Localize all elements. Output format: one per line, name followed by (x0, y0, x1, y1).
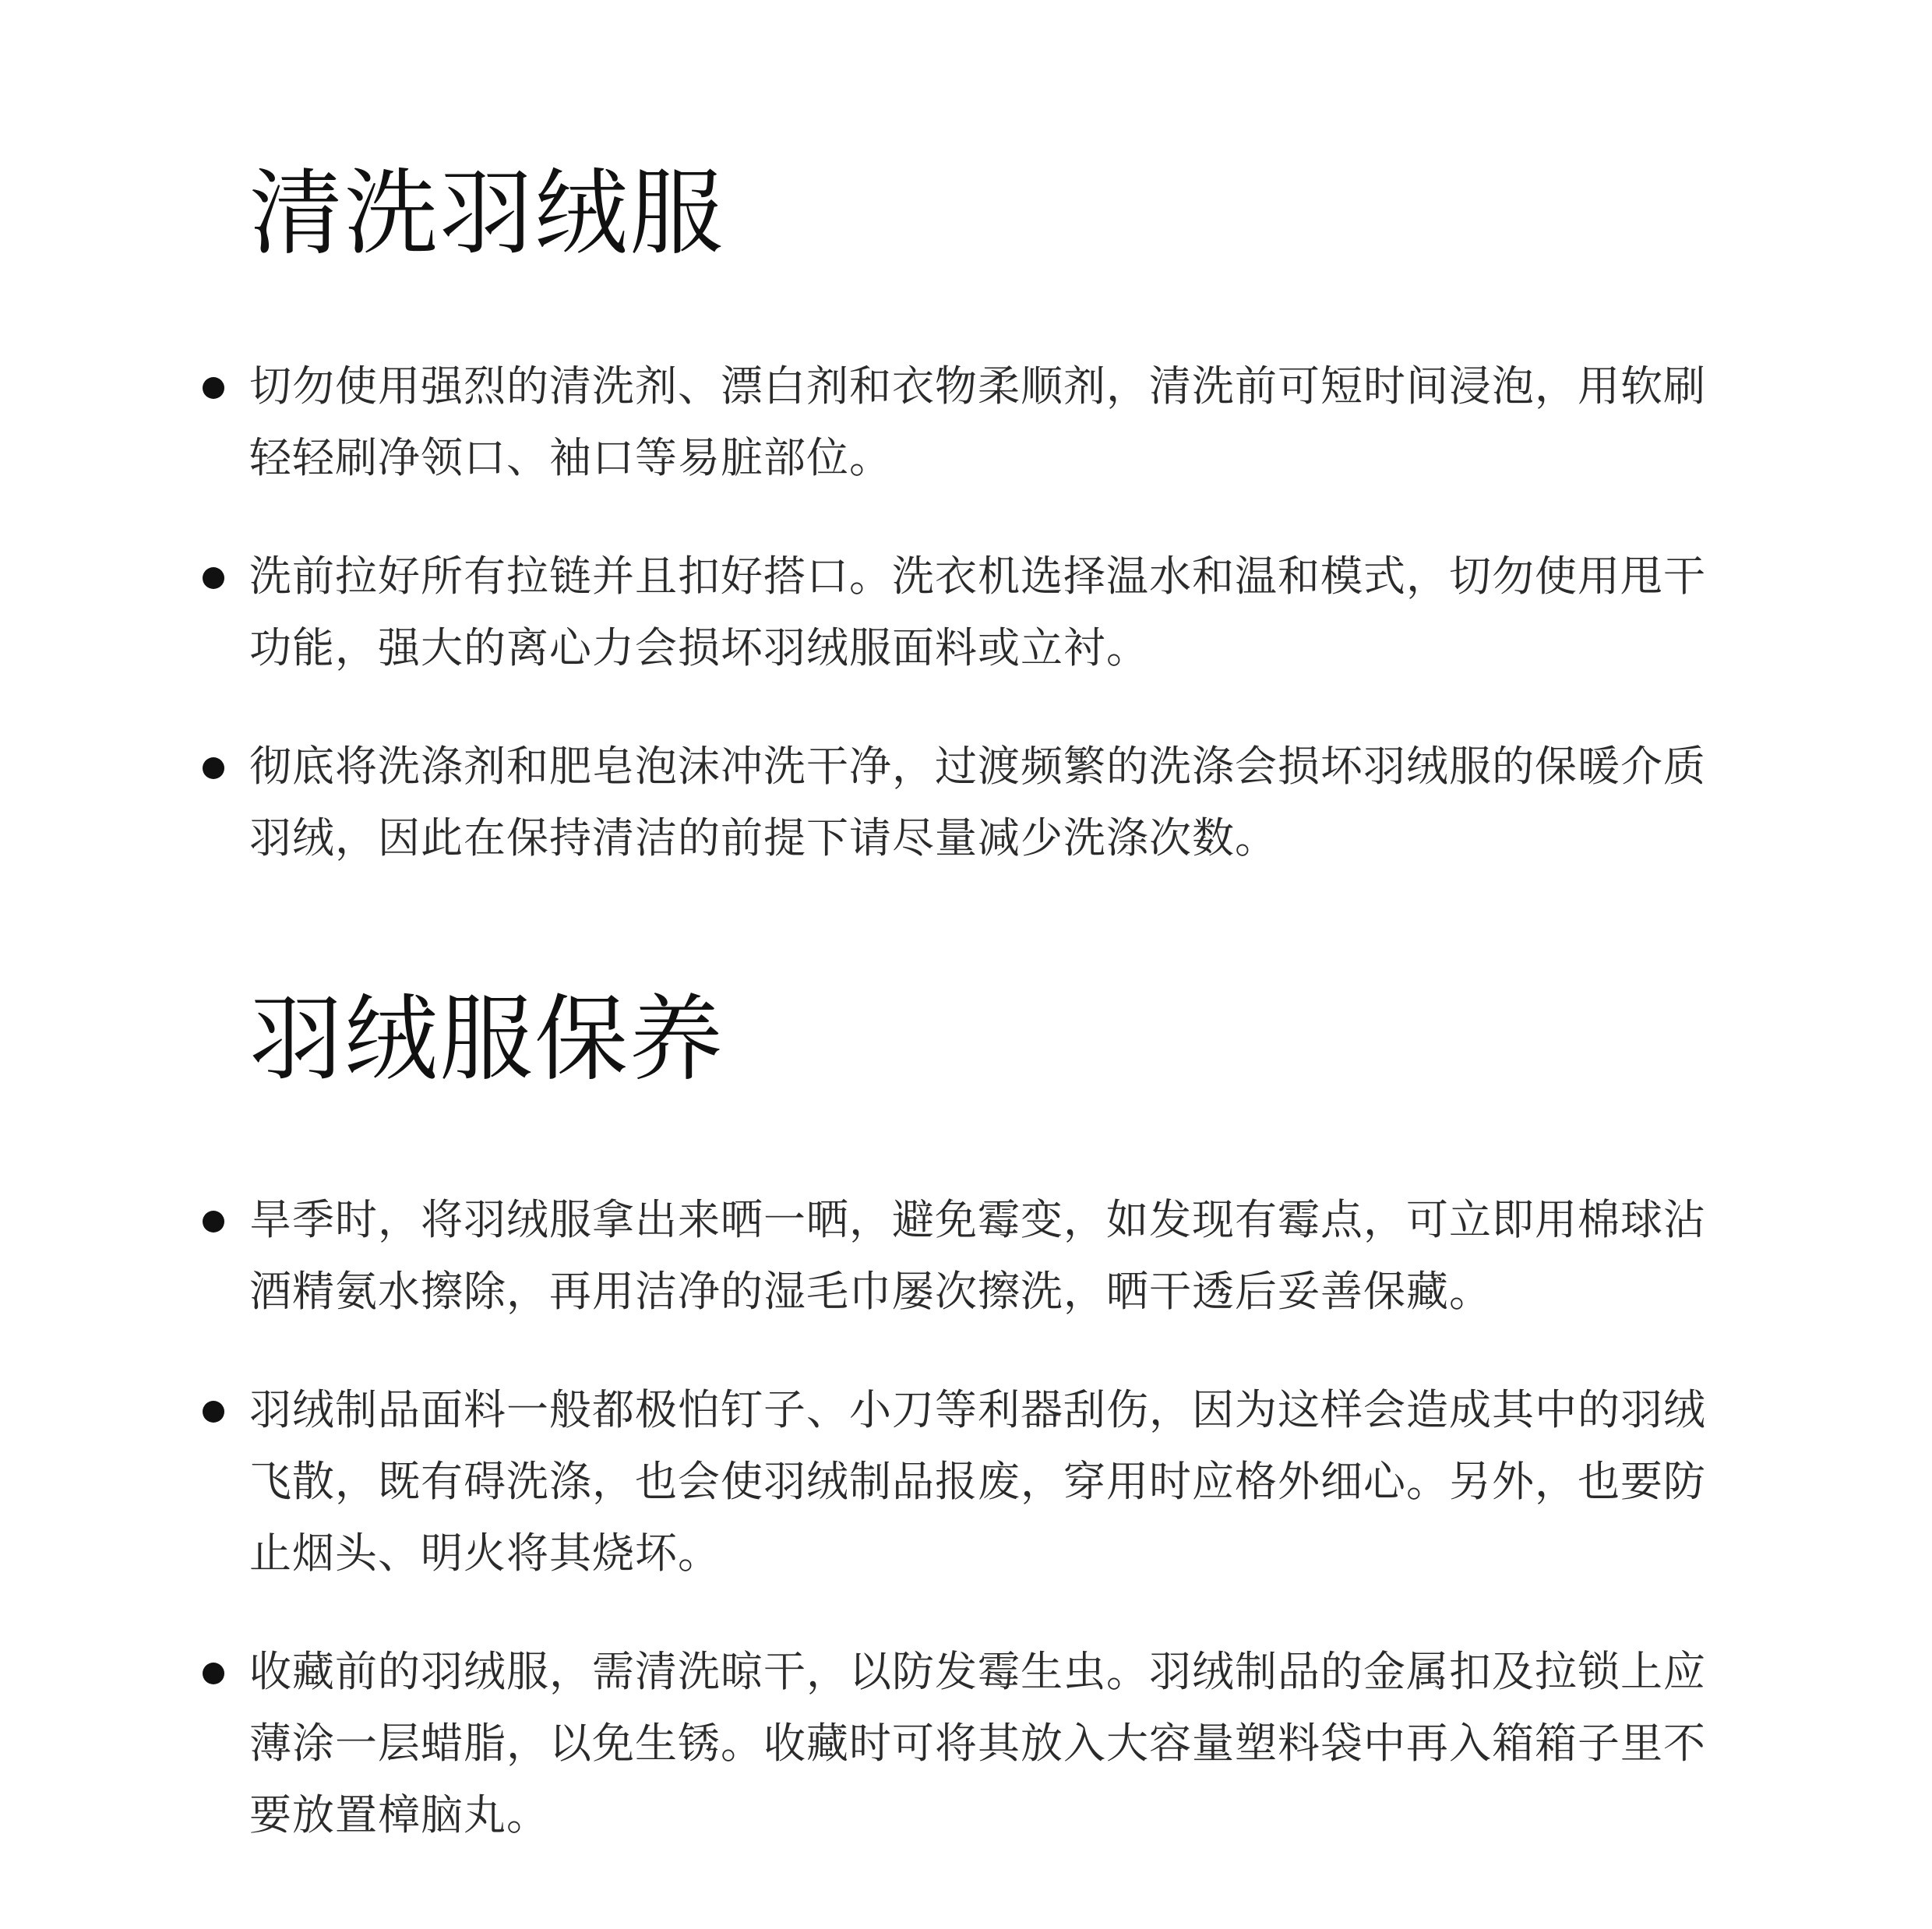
bullet-dot-icon (203, 567, 224, 589)
section-title: 羽绒服保养 (249, 986, 724, 1094)
section-title: 清洗羽绒服 (249, 160, 724, 268)
list-item (249, 351, 1745, 494)
maintenance-section (249, 978, 1745, 1898)
list-item-text: 羽绒制品面料一般都极怕钉子、小刀等利器刮伤，因为这样会造成其中的羽绒飞散，既有碍洗涤，也会使羽绒制品报废，穿用时应格外细心。另外，也要防止烟头、明火将其烧坏。 (249, 1385, 1706, 1578)
bullet-list (249, 351, 1745, 874)
bullet-dot-icon (203, 377, 224, 399)
bullet-dot-icon (203, 1401, 224, 1423)
list-item-text: 收藏前的羽绒服，需清洗晾干，以防发霉生虫。羽绒制品的金属扣及拉锁上应薄涂一层蜡脂，以免生锈。收藏时可将其放入大容量塑料袋中再入箱箱子里不要放置樟脑丸。 (249, 1647, 1706, 1839)
list-item-text: 洗前拉好所有拉链并且扣好搭口。洗衣机选择温水和温和模式，切勿使用甩干功能，强大的离心力会损坏羽绒服面料或立衬。 (249, 552, 1706, 672)
list-item (249, 1184, 1745, 1328)
bullet-dot-icon (203, 757, 224, 779)
list-item (249, 731, 1745, 874)
list-item (249, 1636, 1745, 1851)
list-item-text: 切勿使用强烈的清洗剂、漂白剂和衣物柔顺剂，清洗前可短时间浸泡，用软刷轻轻刷净领口、袖口等易脏部位。 (249, 361, 1706, 482)
list-item (249, 541, 1745, 684)
list-item-text: 旱季时，将羽绒服拿出来晒一晒，避免霉变，如发现有霉点，可立即用棉球沾酒精氨水擦除，再用洁净的湿毛巾屡次擦洗，晒干透后妥善保藏。 (249, 1195, 1706, 1316)
bullet-list (249, 1184, 1745, 1851)
bullet-dot-icon (203, 1663, 224, 1684)
list-item (249, 1374, 1745, 1589)
washing-section (249, 152, 1745, 921)
bullet-dot-icon (203, 1211, 224, 1233)
list-item-text: 彻底将洗涤剂和肥皂泡沫冲洗干净，过渡频繁的洗涤会损坏羽绒服的保暖介质羽绒，因此在保持清洁的前提下请尽量减少洗涤次数。 (249, 742, 1706, 862)
